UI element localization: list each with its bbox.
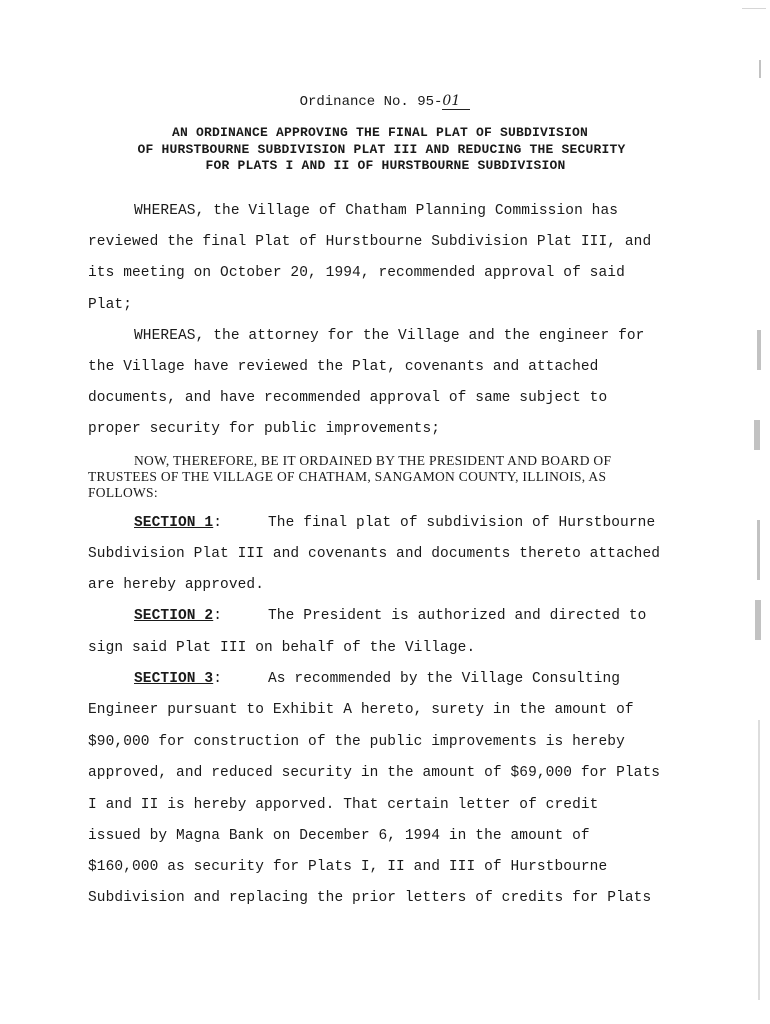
section3-line-7: $160,000 as security for Plats I, II and III of Hurstbourne — [88, 859, 608, 875]
ordinance-heading-line-3: FOR PLATS I AND II OF HURSTBOURNE SUBDIVISION — [205, 158, 566, 173]
section3-line-8: Subdivision and replacing the prior letters of credits for Plats — [88, 890, 652, 906]
section2-line-2: sign said Plat III on behalf of the Village. — [88, 640, 476, 656]
scan-noise — [757, 330, 761, 370]
scan-noise — [758, 720, 760, 1000]
now-therefore-line-1: NOW, THEREFORE, BE IT ORDAINED BY THE PRESIDENT AND BOARD OF — [134, 453, 612, 468]
section2-colon: : — [213, 608, 223, 624]
ordinance-heading-line-2: OF HURSTBOURNE SUBDIVISION PLAT III AND REDUCING THE SECURITY — [137, 142, 626, 157]
whereas2-line-2: the Village have reviewed the Plat, covenants and attached — [88, 359, 599, 375]
section1-line-2: Subdivision Plat III and covenants and documents thereto attached — [88, 546, 661, 562]
ordinance-number — [0, 93, 770, 110]
whereas2-line-3: documents, and have recommended approval of same subject to — [88, 390, 608, 406]
whereas2-line-4: proper security for public improvements; — [88, 421, 441, 437]
scan-noise — [757, 520, 760, 580]
ordinance-heading-line-1: AN ORDINANCE APPROVING THE FINAL PLAT OF SUBDIVISION — [171, 125, 589, 140]
scan-noise — [755, 600, 761, 640]
section3-line-5: I and II is hereby apporved. That certain letter of credit — [88, 797, 599, 813]
section2-text-line-1: The President is authorized and directed to — [268, 608, 647, 624]
section3-line-2: Engineer pursuant to Exhibit A hereto, surety in the amount of — [88, 702, 634, 718]
section3-line-4: approved, and reduced security in the amount of $69,000 for Plats — [88, 765, 661, 781]
scan-noise — [759, 60, 761, 78]
whereas1-line-4: Plat; — [88, 297, 133, 313]
section3-line-6: issued by Magna Bank on December 6, 1994 in the amount of — [88, 828, 590, 844]
scan-noise — [742, 8, 766, 9]
whereas2-line-1: WHEREAS, the attorney for the Village and the engineer for — [134, 328, 645, 344]
section1-line-1 — [134, 515, 222, 531]
section1-text-line-1: The final plat of subdivision of Hurstbourne — [268, 515, 656, 531]
whereas1-line-2: reviewed the final Plat of Hurstbourne Subdivision Plat III, and — [88, 234, 652, 250]
now-therefore-line-2: TRUSTEES OF THE VILLAGE OF CHATHAM, SANGAMON COUNTY, ILLINOIS, AS — [88, 469, 607, 484]
section3-text-line-1: As recommended by the Village Consulting — [268, 671, 621, 687]
whereas1-line-3: its meeting on October 20, 1994, recommended approval of said — [88, 265, 625, 281]
whereas1-line-1: WHEREAS, the Village of Chatham Planning Commission has — [134, 203, 619, 219]
section1-line-3: are hereby approved. — [88, 577, 265, 593]
ordinance-number-handwritten: 01 — [442, 93, 470, 110]
now-therefore-line-3: FOLLOWS: — [88, 485, 158, 500]
section3-colon: : — [213, 671, 223, 687]
scan-noise — [754, 420, 760, 450]
section3-label: SECTION 3 — [134, 671, 214, 687]
ordinance-number-prefix: Ordinance No. 95- — [299, 94, 443, 110]
section1-colon: : — [213, 515, 223, 531]
section3-line-3: $90,000 for construction of the public improvements is hereby — [88, 734, 625, 750]
section1-label: SECTION 1 — [134, 515, 214, 531]
section2-label: SECTION 2 — [134, 608, 214, 624]
section3-line-1 — [134, 671, 222, 687]
section2-line-1 — [134, 608, 222, 624]
